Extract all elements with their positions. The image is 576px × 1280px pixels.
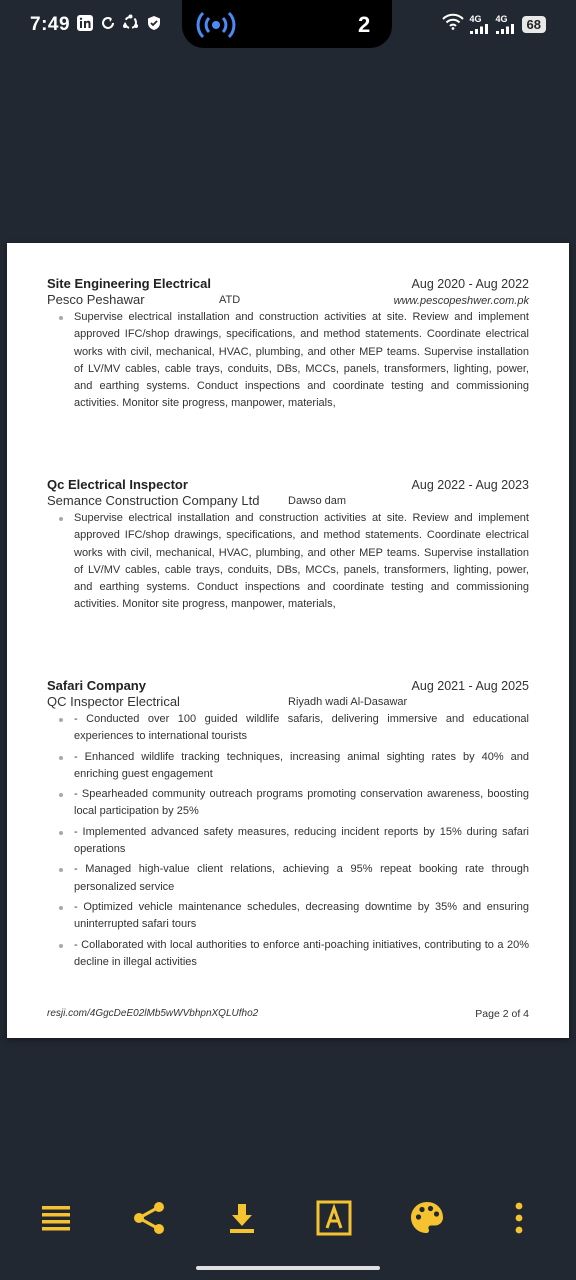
footer-link[interactable]: resji.com/4GgcDeE02lMb5wWVbhpnXQLUfho2 xyxy=(47,1008,259,1019)
job-company: Pesco Peshawar xyxy=(47,292,145,307)
download-button[interactable] xyxy=(222,1196,262,1240)
bullet-dot xyxy=(59,868,63,872)
share-button[interactable] xyxy=(129,1196,169,1240)
status-bar xyxy=(0,0,576,52)
job-date: Aug 2022 - Aug 2023 xyxy=(411,478,529,492)
resume-page xyxy=(7,243,569,1038)
job-bullet: - Spearheaded community outreach programs promoting conservation awareness, boosting local participation by 25% xyxy=(47,786,529,821)
font-button[interactable] xyxy=(314,1196,354,1240)
menu-button[interactable] xyxy=(36,1196,76,1240)
bullet-dot xyxy=(59,316,63,320)
job-title: Site Engineering Electrical xyxy=(47,276,211,291)
bullet-dot xyxy=(59,944,63,948)
page-number: Page 2 of 4 xyxy=(475,1008,529,1020)
job-date: Aug 2020 - Aug 2022 xyxy=(411,277,529,291)
shield-check-icon xyxy=(145,14,162,31)
wifi-icon xyxy=(442,13,464,35)
share-icon xyxy=(132,1201,166,1235)
download-icon xyxy=(227,1202,257,1234)
job-bullet: - Implemented advanced safety measures, reducing incident reports by 15% during safari operations xyxy=(47,824,529,859)
bullet-dot xyxy=(59,906,63,910)
job-entry xyxy=(47,678,529,971)
job-location: ATD xyxy=(219,294,241,306)
linkedin-icon xyxy=(76,14,93,31)
more-options-button[interactable] xyxy=(499,1196,539,1240)
job-bullet: - Managed high-value client relations, achieving a 95% repeat booking rate through personalized service xyxy=(47,861,529,896)
sync-icon xyxy=(99,14,116,31)
theme-button[interactable] xyxy=(407,1196,447,1240)
job-title: Qc Electrical Inspector xyxy=(47,477,188,492)
live-broadcast-icon xyxy=(196,10,236,40)
job-bullet: - Conducted over 100 guided wildlife safaris, delivering immersive and educational experiences to international tourists xyxy=(47,711,529,746)
signal-icon-1: 4G xyxy=(470,15,490,34)
job-bullet: - Collaborated with local authorities to enforce anti-poaching initiatives, contributing to a 20% decline in illegal activities xyxy=(47,937,529,972)
palette-icon xyxy=(409,1200,445,1236)
job-location: Riyadh wadi Al-Dasawar xyxy=(288,696,408,708)
job-entry xyxy=(47,276,529,413)
more-vert-icon xyxy=(514,1202,524,1234)
job-bullet: Supervise electrical installation and construction activities at site. Review and implement approved IFC/shop drawings, specifications, and method statements. Coordinate electrical works with civil, mechanical, HVAC, plumbing, and other MEP teams. Supervise installation of LV/MV cables, cable trays, conduits, DBs, MCCs, panels, transformers, lighting, power, and earthing systems. Conduct inspections and coordinate testing and commissioning activities. Monitor site progress, manpower, materials, xyxy=(47,510,529,614)
status-system-icons xyxy=(442,13,546,35)
menu-icon xyxy=(40,1203,72,1233)
job-bullet: Supervise electrical installation and construction activities at site. Review and implement approved IFC/shop drawings, specifications, and method statements. Coordinate electrical works with civil, mechanical, HVAC, plumbing, and other MEP teams. Supervise installation of LV/MV cables, cable trays, conduits, DBs, MCCs, panels, transformers, lighting, power, and earthing systems. Conduct inspections and coordinate testing and commissioning activities. Monitor site progress, manpower, materials, xyxy=(47,309,529,413)
signal-icon-2: 4G xyxy=(496,15,516,34)
job-date: Aug 2021 - Aug 2025 xyxy=(411,679,529,693)
island-counter: 2 xyxy=(358,12,371,37)
bottom-toolbar xyxy=(0,1196,576,1242)
job-website: www.pescopeshwer.com.pk xyxy=(393,295,529,307)
job-location: Dawso dam xyxy=(288,495,347,507)
bullet-dot xyxy=(59,793,63,797)
job-title: Safari Company xyxy=(47,678,146,693)
job-bullet: - Optimized vehicle maintenance schedules, decreasing downtime by 35% and ensuring uninterrupted safari tours xyxy=(47,899,529,934)
font-icon xyxy=(316,1200,352,1236)
battery-indicator: 68 xyxy=(522,16,546,33)
bullet-dot xyxy=(59,831,63,835)
job-bullet: - Enhanced wildlife tracking techniques, increasing animal sighting rates by 40% and enriching guest engagement xyxy=(47,749,529,784)
job-company: Semance Construction Company Ltd xyxy=(47,493,260,508)
recycle-icon xyxy=(122,14,139,31)
bullet-dot xyxy=(59,756,63,760)
job-company: QC Inspector Electrical xyxy=(47,694,180,709)
bullet-dot xyxy=(59,517,63,521)
status-time: 7:49 xyxy=(30,14,71,35)
bullet-dot xyxy=(59,718,63,722)
status-notification-icons xyxy=(76,14,162,31)
home-gesture-bar[interactable] xyxy=(196,1266,380,1270)
job-entry xyxy=(47,477,529,614)
